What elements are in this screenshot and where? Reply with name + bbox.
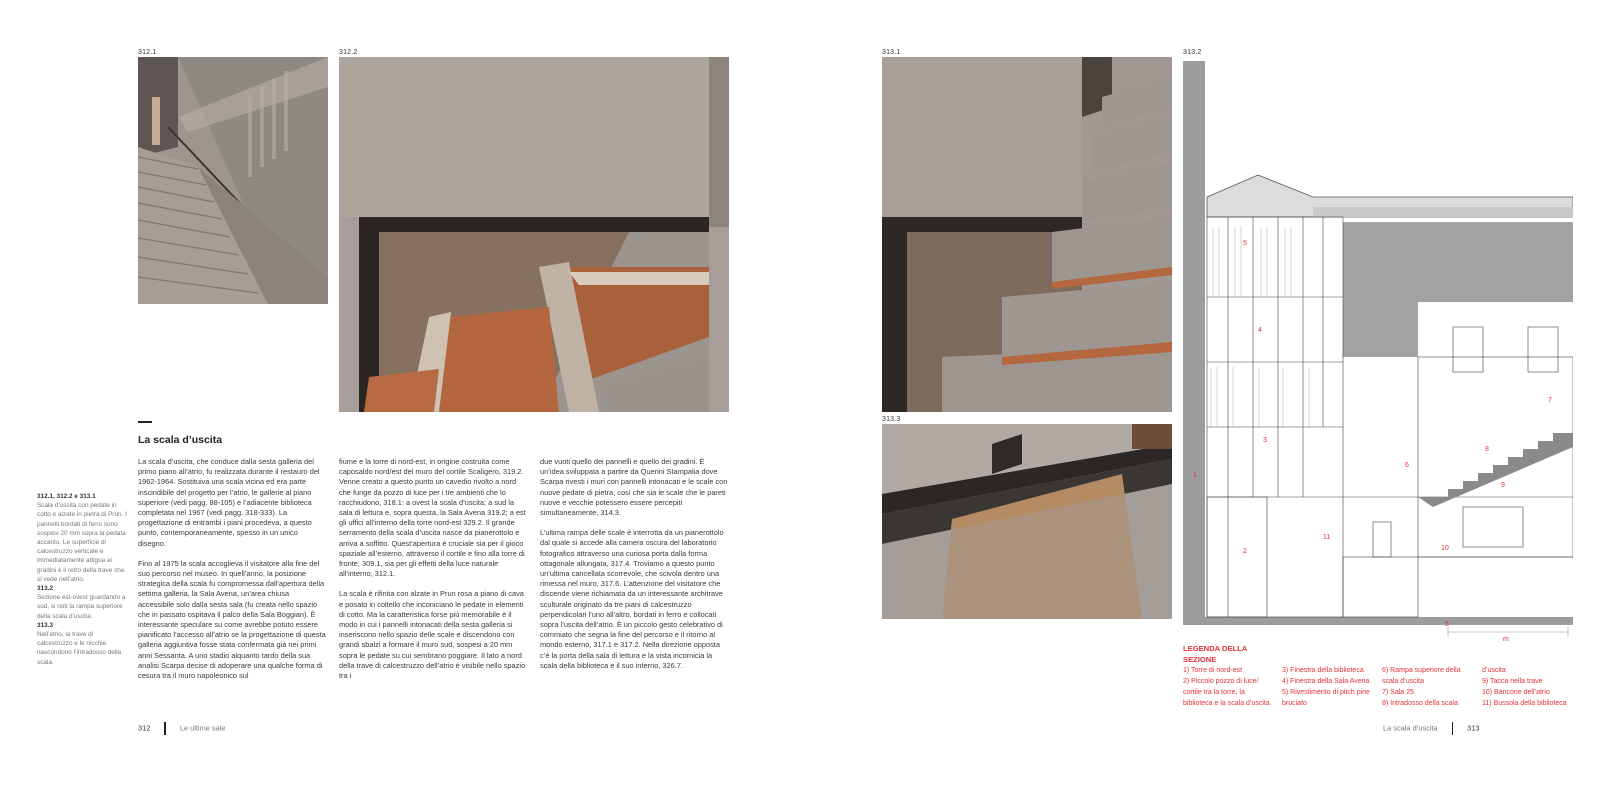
legend-title-line: LEGENDA DELLA (1183, 644, 1248, 653)
legend-item: d’uscita (1482, 667, 1506, 674)
legend-item: 5) Rivestimento di pitch pine (1282, 689, 1370, 696)
legend-item: 10) Bancone dell’atrio (1482, 689, 1550, 696)
photo-312-1-stair-view (138, 57, 328, 304)
legend-item: biblioteca e la scala d’uscita (1183, 700, 1270, 707)
scale-label: m (1503, 636, 1509, 643)
caption-heading-313-2: 313.2 (37, 585, 53, 593)
body-paragraph: Fino al 1975 la scala accoglieva il visitatore alla fine del suo percorso nel museo. In quell’anno, la posizione strategica della scala fu compromessa dall’apertura della settima galleria, la Sala Avena, un’area chiusa accessibile solo dalla sesta sala (fu creata nello spazio che in passato ospitava il palco della Sala Boggian). È interessante speculare su come avrebbe potuto essere pianificato l’accesso all’atrio se la progettazione di questa galleria aggiuntiva fosse stata confermata già nei primi anni Sessanta. A uno stadio alquanto tardo della sua analisi Scarpa decise di adoperare una qualche forma di cesura tra il muro napoleonico sul (138, 558, 326, 681)
page-number-left: 312 (138, 723, 151, 733)
body-column-2 (339, 457, 527, 691)
body-paragraph: La scala è rifinita con alzate in Prun rosa a piano di cava e posato in coltello che inconiciano le pedate in elementi di cotto. Ma la caratteristica forse più memorabile è il modo in cui i pannelli intonacati della sesta galleria si inseriscono nello spazio delle scale e discendono con grandi sbalzi a formare il muro sud, sospesi a 20 mm sopra le pedate su cui sembrano poggiare. Il lato a nord della trave di calcestruzzo dell’atrio è visibile nello spazio tra i (339, 589, 526, 681)
drawing-number: 1 (1193, 472, 1197, 479)
photo-312-2-stair-detail (339, 57, 729, 412)
scale-label: 5 (1445, 621, 1449, 628)
caption-text-313-3: Nell’atrio, la trave di calcestruzzo e le nicchie nascondono l’intradosso della scala. (37, 631, 122, 666)
section-drawing-313-2 (1183, 57, 1573, 647)
legend-item: 7) Sala 25 (1382, 689, 1414, 696)
legend-column-2 (1282, 665, 1370, 709)
drawing-number: 10 (1441, 545, 1449, 552)
running-title-left: Le ultime sale (179, 723, 226, 733)
caption-heading-313-3: 313.3 (37, 621, 53, 629)
legend-item: cortile tra la torre, la (1183, 689, 1245, 696)
figure-label-313-2: 313.2 (1183, 49, 1202, 56)
legend-item: 3) Finestra della biblioteca (1282, 667, 1364, 674)
legend-title-line: SEZIONE (1183, 655, 1217, 664)
legend-item: 4) Finestra della Sala Avena (1282, 678, 1370, 685)
drawing-number: 7 (1548, 397, 1552, 404)
body-paragraph: due vuoti quello dei pannelli e quello dei gradini. È un’idea sviluppata a partire da Querini Stampalia dove Scarpa rivesti i muri con pannelli intonacati e le scale con nuove pedate di pietra, così che sia le scale che le pareti nuove e vecchie potessero essere percepiti simultaneamente, 314.3. (540, 457, 728, 518)
photo-313-3-atrium-beam (882, 424, 1172, 619)
caption-text-313-2: Sezione est-ovest guardando a sud, si noti la rampa superiore della scala d’uscita. (37, 594, 126, 620)
legend-column-1 (1183, 665, 1270, 709)
caption-text-312-1: Scala d’uscita con pedate in cotto e alzate in pietra di Prun. I pannelli bordati di ferro sono sospesi 20 mm sopra la pedata accanto. Le superficie di calcestruzzo verticale e immediatamente attigua ai gradini è il retro della trave che si vede nell’atrio. (37, 502, 127, 583)
section-title: La scala d’uscita (138, 434, 223, 446)
legend-column-3 (1382, 665, 1461, 709)
body-paragraph: L’ultima rampa delle scale è interrotta da un pianerottolo dal quale si accede alla camera oscura del laboratorio fotografico attraverso una curiosa porta dalla forma ottagonale allungata, 317.4. Troviamo a questo punto un’ultima cancellata scorrevole, che scivola dentro una rimessa nel muro, 317.6. L’attenzione del visitatore che discende viene richiamata da un interessante architrave sculturale originato da tre piani di calcestruzzo perpendicolari l’uno all’altro, bordati in ferro e collocati sopra l’uscita dell’atrio. È un piccolo gesto celebrativo di commiato che segna la fine del percorso e il ritorno al mondo esterno, 317.1 e 317.2. Nella direzione opposta c’è la porta della sala di lettura e la vista incornicia la scala della biblioteca e il suo interno, 326.7. (540, 528, 724, 670)
running-title-right: La scala d’uscita (1383, 723, 1438, 733)
figure-label-312-2: 312.2 (339, 49, 358, 56)
legend-title (1183, 643, 1247, 665)
figure-label-313-3: 313.3 (882, 416, 901, 423)
drawing-number: 8 (1485, 446, 1489, 453)
legend-item: 11) Bussola della biblioteca (1482, 700, 1567, 707)
drawing-number: 11 (1323, 534, 1331, 541)
folio-divider (1452, 722, 1454, 735)
drawing-number: 9 (1501, 482, 1505, 489)
body-column-1 (138, 457, 326, 691)
body-column-3 (540, 457, 728, 681)
legend-item: 6) Rampa superiore della (1382, 667, 1461, 674)
legend-item: bruciato (1282, 700, 1307, 707)
drawing-number: 4 (1258, 327, 1262, 334)
folio-right (1383, 722, 1479, 735)
folio-left (138, 722, 225, 735)
legend-item: 1) Torre di nord-est (1183, 667, 1243, 674)
folio-divider (164, 722, 166, 735)
caption-heading-312-1: 312.1, 312.2 e 313.1 (37, 493, 96, 500)
legend-item: 9) Tacca nella trave (1482, 678, 1543, 685)
captions-block (37, 492, 129, 667)
figure-label-313-1: 313.1 (882, 49, 901, 56)
legend-item: scala d’uscita (1382, 678, 1425, 685)
drawing-number: 3 (1263, 437, 1267, 444)
legend-item: 2) Piccolo pozzo di luce/ (1183, 678, 1259, 685)
drawing-number: 6 (1405, 462, 1409, 469)
page-number-right: 313 (1467, 723, 1480, 733)
figure-label-312-1: 312.1 (138, 49, 157, 56)
photo-313-1-stair-steps (882, 57, 1172, 412)
drawing-number: 5 (1243, 240, 1247, 247)
body-paragraph: La scala d’uscita, che conduce dalla sesta galleria del primo piano all’atrio, fu realizzata durante il restauro del 1962-1964. Sostituiva una scala vicina ed era parte inscindibile del progetto per l’atrio, le gallerie al piano superiore (vedi pagg. 88-105) e l’adiacente biblioteca completata nel 1967 (vedi pagg. 318-333). La progettazione di entrambi i piani procedeva, a questo punto, contemporaneamente, spesso in un unico disegno. (138, 457, 320, 548)
section-rule (138, 421, 152, 423)
drawing-number: 2 (1243, 548, 1247, 555)
legend-item: 8) Intradosso della scala (1382, 700, 1458, 707)
body-paragraph: fiume e la torre di nord-est, in origine costruita come caposaldo nord/est del muro del cortile Scaligero, 319.2. Venne creato a questo punto un cavedio rivolto a nord che funge da pozzo di luce per i tre ambienti che lo racchiudono, 318.1: a ovest la scala d’uscita; a sud la sala di lettura e, sopra questa, la Sala Avena 319.2; a est gli uffici all’interno della torre nord-est 329.2. Il grande serramento della scala d’uscita nasce da pianerottolo e arriva a soffitto. Quest’apertura è cruciale sia per il gioco spaziale all’esterno, attraverso il cortile e fino alla torre di fronte, 309.1, sia per gli effetti della luce naturale all’interno, 312.1. (339, 457, 526, 579)
legend-column-4 (1482, 665, 1567, 709)
